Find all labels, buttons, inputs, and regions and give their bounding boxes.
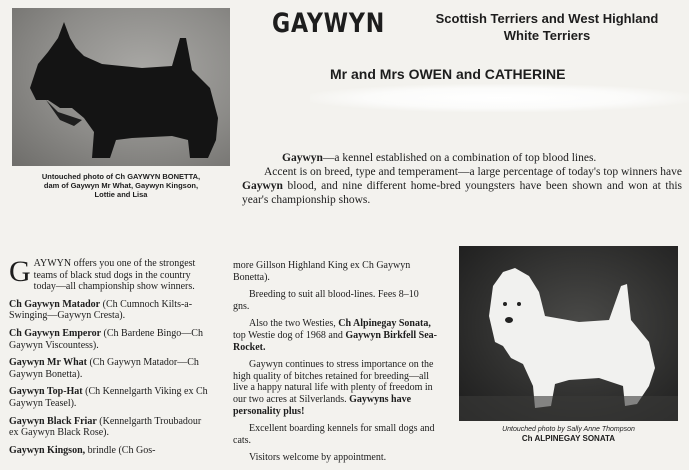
intro-paragraph [242,151,682,207]
kennel-brand-title: GAYWYN [272,8,386,39]
dog-name: Gaywyn Birkfell Sea-Rocket. [233,329,438,353]
dog-pedigree: (Ch Kennelgarth Viking ex Ch Gaywyn Teasel). [9,386,208,409]
dog-name: Ch Gaywyn Matador [9,298,101,310]
stud-dog-entry [9,357,209,380]
kennel-subtitle [402,10,689,44]
stud-dog-entry [9,328,209,351]
body-text: Also the two Westies, [249,318,339,330]
lead-paragraph [9,255,209,293]
intro-text: blood, and nine different home-bred youngsters have been shown and won at this year's championship shows. [242,180,682,206]
subtitle-line: White Terriers [503,28,591,43]
lead-caps: AYWYN [33,258,72,269]
kennel-name: Gaywyn [282,152,323,164]
caption-line: dam of Gaywyn Mr What, Gaywyn Kingson, [43,181,199,190]
dog-name: Ch Gaywyn Emperor [9,327,102,339]
lead-text: offers you one of the strongest teams of black stud dogs in the country today—all championship show winners. [33,258,196,293]
stud-dog-entry [9,299,209,322]
dog-pedigree: (Ch Cumnoch Kilts-a-Swinging—Gaywyn Cresta). [9,298,193,322]
westie-name: Ch ALPINEGAY SONATA [521,434,616,443]
subtitle-line: Scottish Terriers and West Highland [435,11,659,26]
dog-pedigree: (Kennelgarth Troubadour ex Gaywyn Black Rose). [9,415,202,439]
intro-text: —a kennel established on a combination of top blood lines. [322,152,597,164]
dog-name: Gaywyn Kingson, [9,444,86,456]
drop-cap: G [9,255,31,288]
dog-name: Gaywyn Black Friar [9,415,97,427]
intro-text: Accent is on breed, type and temperament—a large percentage of today's top winners have [264,166,682,178]
dog-name: Gaywyn Mr What [9,357,87,369]
slogan: Gaywyns have personality plus! [233,393,412,417]
stud-dog-entry [9,445,209,457]
pedigree-continuation: more Gillson Highland King ex Ch Gaywyn Bonetta). [233,260,411,283]
photo-credit: Untouched photo by Sally Anne Thompson [502,426,635,433]
details-column [233,260,437,470]
caption-line: Untouched photo of Ch GAYWYN BONETTA, [41,172,201,181]
caption-line: Lottie and Lisa [94,190,148,199]
breeding-fees: Breeding to suit all blood-lines. Fees 8–10 gns. [233,289,419,312]
body-text: top Westie dog of 1968 and [233,329,346,341]
boarding-line: Excellent boarding kennels for small dogs and cats. [233,423,435,446]
owners-line: Mr and Mrs OWEN and CATHERINE [330,66,566,82]
dog-name: Gaywyn Top-Hat [9,386,83,398]
westies-paragraph [233,318,437,353]
dog-pedigree: (Ch Bardene Bingo—Ch Gaywyn Viscountess). [9,327,203,351]
erased-address-area [310,84,689,112]
scottish-terrier-photo [12,8,230,166]
dog-name: Ch Alpinegay Sonata, [338,318,431,330]
kennel-name: Gaywyn [242,180,283,192]
westie-photo-caption [459,426,678,444]
dog-pedigree: brindle (Ch Gos- [85,444,156,456]
west-highland-terrier-photo [459,246,678,421]
scottie-photo-caption [12,172,230,199]
stud-dogs-column [9,255,209,462]
stud-dog-entry [9,386,209,409]
dog-pedigree: (Ch Gaywyn Matador—Ch Gaywyn Bonetta). [9,357,199,380]
stress-paragraph [233,359,437,417]
visitors-line: Visitors welcome by appointment. [249,452,387,464]
body-text: Gaywyn continues to stress importance on the high quality of bitches retained for breeding—all live a happy natural life with plenty of freedom in our two acres at Silverlands. [233,359,434,405]
stud-dog-entry [9,416,209,439]
